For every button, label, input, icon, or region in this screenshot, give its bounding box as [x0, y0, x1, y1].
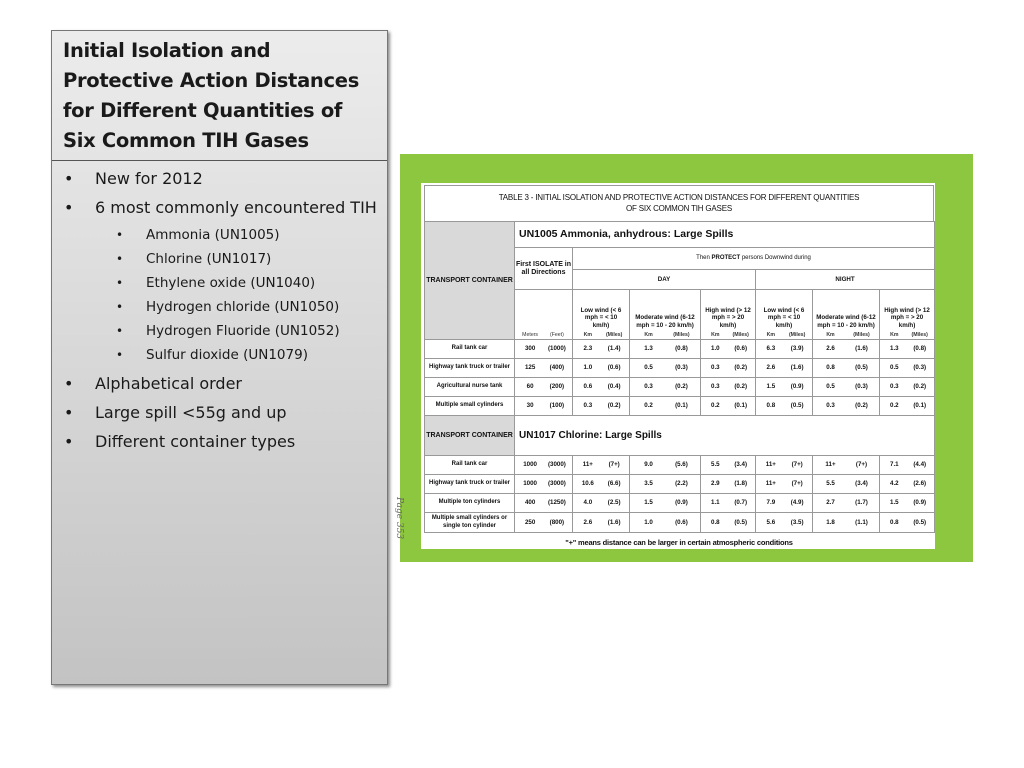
sub-bullet-item: • Hydrogen chloride (UN1050)	[116, 299, 340, 315]
section-title: UN1005 Ammonia, anhydrous: Large Spills	[515, 222, 935, 248]
distance-cell	[630, 494, 701, 513]
value-primary: 0.3	[711, 364, 720, 372]
unit-label: Km	[644, 331, 653, 338]
value-secondary: (6.6)	[607, 480, 621, 488]
value-secondary: (0.1)	[675, 402, 688, 410]
value-secondary: (0.7)	[734, 499, 748, 507]
value-primary: 11+	[825, 461, 836, 469]
bullet-icon: •	[64, 432, 74, 451]
container-label: Multiple small cylinders	[425, 397, 515, 416]
value-primary: 0.3	[890, 383, 899, 391]
distance-cell	[701, 513, 756, 533]
value-primary: 0.3	[583, 402, 593, 410]
value-secondary: (4.4)	[913, 461, 927, 469]
value-primary: 2.6	[766, 364, 776, 372]
distance-cell	[813, 456, 880, 475]
distance-cell	[701, 378, 756, 397]
protect-text-bold: PROTECT	[711, 254, 741, 261]
distance-cell	[573, 340, 630, 359]
table-row	[425, 378, 935, 397]
bullet-item: • 6 most commonly encountered TIH	[62, 196, 377, 220]
sub-bullet-item: • Ethylene oxide (UN1040)	[116, 275, 316, 291]
distance-cell	[880, 359, 935, 378]
value-primary: 5.5	[826, 480, 835, 488]
value-primary: 2.6	[826, 345, 835, 353]
distance-cell	[756, 456, 813, 475]
value-secondary: (1.4)	[607, 345, 621, 353]
value-primary: 0.3	[711, 383, 720, 391]
value-primary: 300	[524, 345, 536, 353]
unit-label: Km	[711, 331, 720, 338]
distance-cell	[630, 378, 701, 397]
bullet-icon: •	[116, 276, 124, 290]
value-primary: 0.8	[711, 518, 720, 526]
value-secondary: (0.6)	[607, 364, 621, 372]
value-secondary: (3.4)	[855, 480, 868, 488]
distance-cell	[573, 378, 630, 397]
value-secondary: (7+)	[855, 461, 868, 469]
protect-header	[573, 248, 935, 270]
unit-label: (Miles)	[732, 331, 749, 338]
wind-label: Moderate wind (6-12 mph = 10 - 20 km/h)	[816, 314, 876, 329]
unit-labels	[813, 332, 879, 339]
distance-cell	[880, 378, 935, 397]
unit-label: Km	[583, 331, 593, 338]
value-secondary: (3.4)	[734, 461, 748, 469]
unit-labels	[515, 332, 572, 339]
distance-cell	[880, 456, 935, 475]
sub-bullet-item: • Chlorine (UN1017)	[116, 251, 272, 267]
distance-cell	[701, 456, 756, 475]
distance-cell	[880, 475, 935, 494]
unit-label: (Miles)	[853, 331, 870, 338]
distance-cell	[573, 494, 630, 513]
distance-cell	[630, 513, 701, 533]
value-primary: 0.5	[826, 383, 835, 391]
distance-cell	[813, 359, 880, 378]
container-label: Multiple ton cylinders	[425, 494, 515, 513]
value-primary: 1.3	[644, 345, 653, 353]
value-secondary: (7+)	[791, 480, 803, 488]
value-secondary: (3000)	[547, 480, 566, 488]
value-secondary: (7+)	[608, 461, 620, 469]
unit-label: Meters	[522, 331, 539, 338]
value-secondary: (5.6)	[675, 461, 688, 469]
bullet-item: • Alphabetical order	[62, 372, 377, 396]
value-primary: 1.3	[890, 345, 899, 353]
table-row	[425, 475, 935, 494]
value-primary: 0.8	[890, 518, 899, 526]
slide-title: Initial Isolation and Protective Action Distances for Different Quantities of Six Common TIH Gases	[52, 31, 387, 161]
wind-header	[880, 290, 935, 340]
distance-cell	[515, 397, 573, 416]
value-secondary: (0.3)	[913, 364, 927, 372]
content-panel	[51, 30, 388, 685]
value-primary: 4.0	[583, 499, 593, 507]
wind-label: High wind (> 12 mph = > 20 km/h)	[884, 307, 930, 329]
value-secondary: (0.5)	[790, 402, 804, 410]
value-secondary: (1.6)	[790, 364, 804, 372]
sub-bullet-list	[62, 225, 377, 365]
day-header: DAY	[573, 270, 756, 290]
distance-cell	[515, 513, 573, 533]
distance-cell	[515, 475, 573, 494]
distance-cell	[880, 397, 935, 416]
value-primary: 400	[524, 499, 536, 507]
distance-cell	[573, 475, 630, 494]
bullet-icon: •	[116, 300, 124, 314]
value-primary: 11+	[765, 461, 776, 469]
value-primary: 0.3	[644, 383, 653, 391]
distance-cell	[756, 359, 813, 378]
value-secondary: (200)	[549, 383, 565, 391]
value-primary: 125	[524, 364, 536, 372]
wind-label: Low wind (< 6 mph = < 10 km/h)	[763, 307, 805, 329]
value-primary: 2.6	[583, 518, 593, 526]
value-primary: 0.5	[644, 364, 653, 372]
value-secondary: (0.2)	[855, 402, 868, 410]
container-label: Highway tank truck or trailer	[425, 475, 515, 494]
value-secondary: (0.9)	[790, 383, 804, 391]
distance-cell	[630, 397, 701, 416]
value-secondary: (0.8)	[913, 345, 927, 353]
distance-cell	[813, 494, 880, 513]
distance-cell	[756, 513, 813, 533]
value-secondary: (0.5)	[913, 518, 927, 526]
table-title: TABLE 3 - INITIAL ISOLATION AND PROTECTIVE ACTION DISTANCES FOR DIFFERENT QUANTITIES OF SIX COMMON TIH GASES	[424, 185, 934, 221]
container-label: Multiple small cylinders or single ton cylinder	[425, 513, 515, 533]
value-primary: 0.2	[644, 402, 653, 410]
sub-bullet-item: • Ammonia (UN1005)	[116, 227, 280, 243]
value-secondary: (1.7)	[855, 499, 868, 507]
table-header-row	[425, 222, 935, 248]
bullet-icon: •	[64, 403, 74, 422]
unit-label: Km	[826, 331, 835, 338]
distance-cell	[573, 456, 630, 475]
value-primary: 1.5	[766, 383, 776, 391]
transport-container-header: TRANSPORT CONTAINER	[425, 416, 515, 456]
wind-header	[573, 290, 630, 340]
value-primary: 9.0	[644, 461, 653, 469]
page-number-label: Page 353	[394, 497, 404, 540]
unit-labels	[756, 332, 812, 339]
wind-label: High wind (> 12 mph = > 20 km/h)	[705, 307, 751, 329]
wind-label: Moderate wind (6-12 mph = 10 - 20 km/h)	[635, 314, 695, 329]
distance-cell	[756, 340, 813, 359]
unit-labels	[630, 332, 700, 339]
value-secondary: (2.6)	[913, 480, 927, 488]
value-primary: 3.5	[644, 480, 653, 488]
value-secondary: (400)	[549, 364, 565, 372]
wind-header	[756, 290, 813, 340]
value-primary: 0.2	[890, 402, 899, 410]
value-secondary: (2.2)	[675, 480, 688, 488]
container-label: Highway tank truck or trailer	[425, 359, 515, 378]
value-secondary: (1.1)	[855, 518, 868, 526]
value-primary: 2.3	[583, 345, 593, 353]
bullet-item: • New for 2012	[62, 167, 377, 191]
value-secondary: (0.2)	[734, 383, 748, 391]
value-primary: 2.7	[826, 499, 835, 507]
value-primary: 30	[526, 402, 534, 410]
distance-cell	[630, 340, 701, 359]
distance-cell	[813, 397, 880, 416]
value-primary: 7.9	[766, 499, 776, 507]
table-row	[425, 340, 935, 359]
value-secondary: (1.6)	[607, 518, 621, 526]
value-secondary: (1.8)	[734, 480, 748, 488]
value-secondary: (1250)	[547, 499, 566, 507]
value-secondary: (0.2)	[607, 402, 621, 410]
unit-label: Km	[890, 331, 899, 338]
value-primary: 1.5	[644, 499, 653, 507]
table-header-row	[425, 416, 935, 456]
distance-cell	[813, 475, 880, 494]
distance-cell	[573, 513, 630, 533]
distance-cell	[756, 378, 813, 397]
table-row	[425, 513, 935, 533]
value-primary: 10.6	[581, 480, 594, 488]
wind-header	[630, 290, 701, 340]
unit-labels	[573, 332, 629, 339]
distance-cell	[573, 359, 630, 378]
distance-cell	[880, 340, 935, 359]
unit-label: (Miles)	[673, 331, 690, 338]
distance-cell	[880, 513, 935, 533]
value-secondary: (3.9)	[790, 345, 804, 353]
value-secondary: (0.9)	[675, 499, 688, 507]
value-secondary: (0.2)	[734, 364, 748, 372]
unit-label: (Feet)	[549, 331, 564, 338]
distance-cell	[630, 359, 701, 378]
distance-cell	[756, 397, 813, 416]
value-primary: 1.0	[711, 345, 720, 353]
distance-cell	[515, 340, 573, 359]
value-primary: 1000	[523, 480, 537, 488]
bullet-icon: •	[64, 374, 74, 393]
unit-label: (Miles)	[911, 331, 928, 338]
table-footnote: "+" means distance can be larger in certain atmospheric conditions	[565, 538, 793, 547]
wind-header	[701, 290, 756, 340]
distance-cell	[630, 456, 701, 475]
value-secondary: (800)	[549, 518, 565, 526]
distance-cell	[756, 494, 813, 513]
distance-cell	[813, 340, 880, 359]
value-primary: 0.6	[583, 383, 593, 391]
value-primary: 0.5	[890, 364, 899, 372]
night-header: NIGHT	[756, 270, 935, 290]
distance-table	[424, 221, 935, 533]
distance-cell	[813, 378, 880, 397]
container-label: Rail tank car	[425, 340, 515, 359]
value-primary: 250	[524, 518, 536, 526]
distance-cell	[515, 359, 573, 378]
distance-cell	[573, 397, 630, 416]
value-primary: 0.8	[766, 402, 776, 410]
distance-cell	[515, 456, 573, 475]
sub-bullet-item: • Hydrogen Fluoride (UN1052)	[116, 323, 340, 339]
value-secondary: (0.2)	[913, 383, 927, 391]
table-row	[425, 397, 935, 416]
value-secondary: (1000)	[547, 345, 566, 353]
unit-labels	[880, 332, 934, 339]
distance-cell	[515, 494, 573, 513]
value-primary: 1.5	[890, 499, 899, 507]
distance-cell	[701, 494, 756, 513]
bullet-item: • Different container types	[62, 430, 377, 454]
value-primary: 11+	[765, 480, 776, 488]
bullet-list	[52, 161, 387, 454]
value-primary: 6.3	[766, 345, 776, 353]
value-primary: 7.1	[890, 461, 899, 469]
distance-cell	[813, 513, 880, 533]
container-label: Rail tank car	[425, 456, 515, 475]
section-title: UN1017 Chlorine: Large Spills	[515, 416, 935, 456]
value-primary: 0.2	[711, 402, 720, 410]
transport-container-header: TRANSPORT CONTAINER	[425, 222, 515, 340]
value-secondary: (0.5)	[855, 364, 868, 372]
container-label: Agricultural nurse tank	[425, 378, 515, 397]
value-secondary: (0.3)	[675, 364, 688, 372]
value-secondary: (0.4)	[607, 383, 621, 391]
value-primary: 5.5	[711, 461, 720, 469]
distance-cell	[880, 494, 935, 513]
bullet-icon: •	[64, 169, 74, 188]
distance-cell	[701, 340, 756, 359]
value-primary: 1.0	[583, 364, 593, 372]
bullet-icon: •	[116, 324, 124, 338]
value-secondary: (1.6)	[855, 345, 868, 353]
value-primary: 4.2	[890, 480, 899, 488]
value-primary: 5.6	[766, 518, 776, 526]
value-secondary: (3.5)	[790, 518, 804, 526]
value-secondary: (0.1)	[734, 402, 748, 410]
value-secondary: (3000)	[547, 461, 566, 469]
value-secondary: (4.9)	[790, 499, 804, 507]
value-primary: 1.8	[826, 518, 835, 526]
unit-label: (Miles)	[788, 331, 806, 338]
distance-cell	[701, 475, 756, 494]
value-secondary: (0.6)	[734, 345, 748, 353]
distance-cell	[630, 475, 701, 494]
protect-text: Then	[696, 254, 712, 261]
value-secondary: (7+)	[791, 461, 803, 469]
distance-cell	[701, 397, 756, 416]
bullet-icon: •	[116, 348, 124, 362]
value-primary: 11+	[582, 461, 593, 469]
sub-bullet-item: • Sulfur dioxide (UN1079)	[116, 347, 308, 363]
bullet-item: • Large spill <55g and up	[62, 401, 377, 425]
distance-cell	[756, 475, 813, 494]
protect-text: persons Downwind during	[740, 254, 811, 261]
wind-header	[813, 290, 880, 340]
distance-cell	[701, 359, 756, 378]
table-row	[425, 494, 935, 513]
first-isolate-header: First ISOLATE in all Directions	[515, 248, 573, 290]
value-secondary: (0.9)	[913, 499, 927, 507]
value-primary: 0.3	[826, 402, 835, 410]
isolate-units	[515, 290, 573, 340]
value-secondary: (0.1)	[913, 402, 927, 410]
value-primary: 0.8	[826, 364, 835, 372]
bullet-icon: •	[116, 252, 124, 266]
distance-cell	[515, 378, 573, 397]
value-secondary: (0.5)	[734, 518, 748, 526]
value-secondary: (2.5)	[607, 499, 621, 507]
table-row	[425, 456, 935, 475]
unit-label: (Miles)	[605, 331, 623, 338]
wind-label: Low wind (< 6 mph = < 10 km/h)	[580, 307, 622, 329]
value-primary: 1.1	[711, 499, 720, 507]
value-primary: 1000	[523, 461, 537, 469]
value-primary: 1.0	[644, 518, 653, 526]
unit-label: Km	[766, 331, 776, 338]
value-secondary: (0.3)	[855, 383, 868, 391]
unit-labels	[701, 332, 755, 339]
value-secondary: (0.8)	[675, 345, 688, 353]
value-secondary: (100)	[549, 402, 565, 410]
value-primary: 2.9	[711, 480, 720, 488]
table-row	[425, 359, 935, 378]
value-primary: 60	[526, 383, 534, 391]
bullet-icon: •	[64, 198, 74, 217]
value-secondary: (0.6)	[675, 518, 688, 526]
value-secondary: (0.2)	[675, 383, 688, 391]
bullet-icon: •	[116, 228, 124, 242]
